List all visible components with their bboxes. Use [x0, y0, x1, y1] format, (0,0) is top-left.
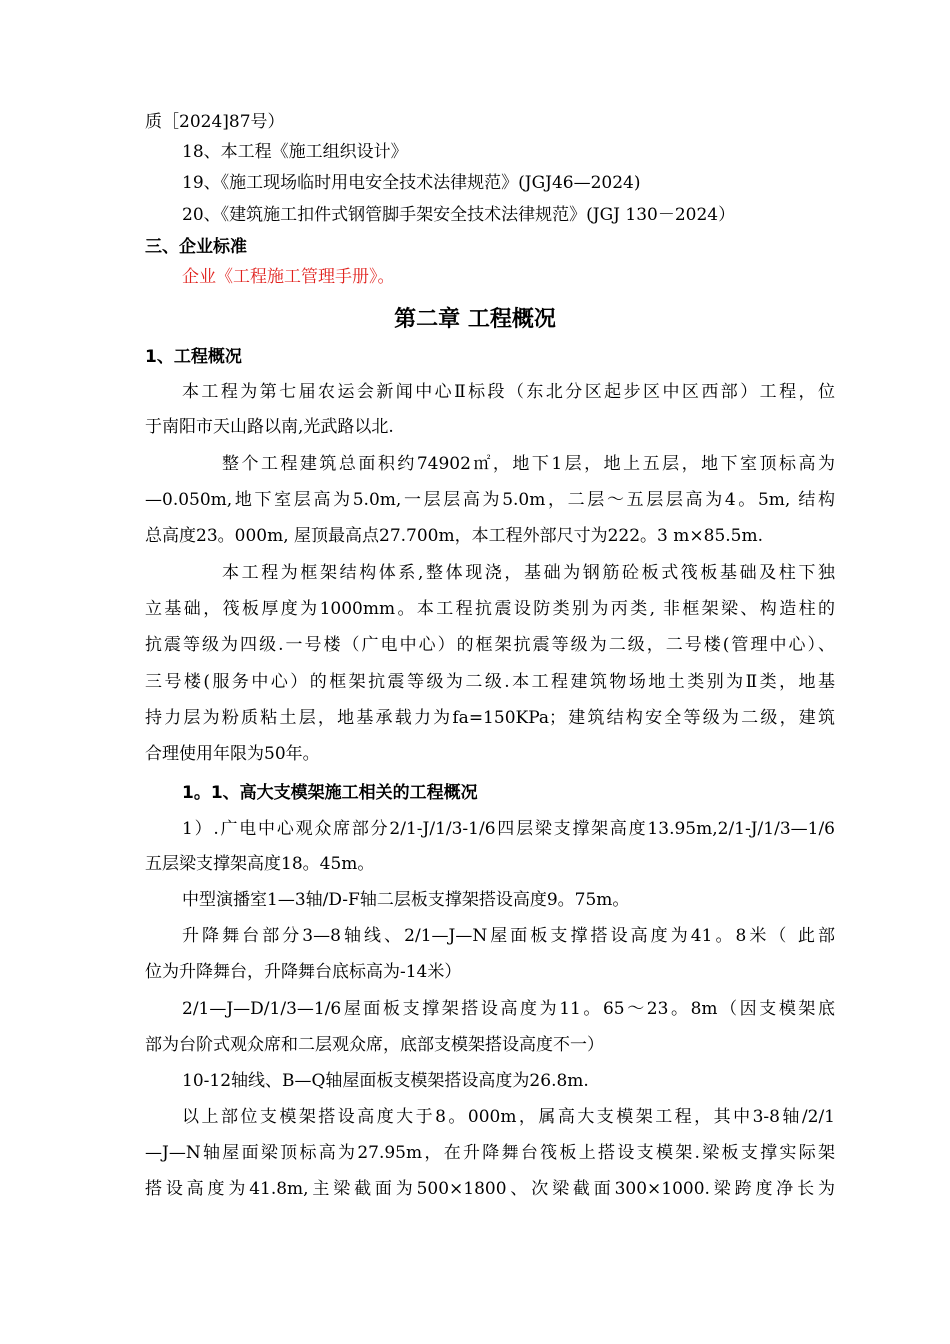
text-line: 19、《施工现场临时用电安全技术法律规范》(JGJ46—2024) [182, 173, 641, 193]
text-line: 20、《建筑施工扣件式钢管脚手架安全技术法律规范》(JGJ 130－2024） [182, 205, 736, 225]
paragraph-text: 升降舞台部分3—8轴线、2/1—J—N屋面板支撑搭设高度为41。8米（ 此部 [182, 926, 835, 946]
paragraph-line [145, 597, 835, 621]
paragraph-text: 整个工程建筑总面积约74902㎡，地下1层，地上五层，地下室顶标高为 [222, 454, 835, 474]
text-line: 18、本工程《施工组织设计》 [182, 142, 408, 162]
paragraph-text: —0.050m,地下室层高为5.0m,一层层高为5.0m，二层～五层层高为4。5m, 结构 [145, 490, 835, 510]
paragraph-line: 于南阳市天山路以南,光武路以北. [145, 417, 394, 437]
paragraph-line: 合理使用年限为50年。 [145, 744, 320, 764]
paragraph-line [222, 452, 835, 476]
paragraph-line [182, 997, 835, 1021]
paragraph-text: 抗震等级为四级.一号楼（广电中心）的框架抗震等级为二级，二号楼(管理中心）、 [145, 635, 835, 655]
subsection-heading: 1。1、高大支模架施工相关的工程概况 [182, 783, 478, 803]
paragraph-line [145, 488, 835, 512]
paragraph-line: 总高度23。000m, 屋顶最高点27.700m，本工程外部尺寸为222。3 m×85.5m. [145, 526, 764, 546]
paragraph-line [145, 670, 835, 694]
paragraph-line: 五层梁支撑架高度18。45m。 [145, 854, 375, 874]
text-line: 质［2024]87号） [145, 112, 285, 132]
paragraph-text: 立基础，筏板厚度为1000mm。本工程抗震设防类别为丙类, 非框架梁、构造柱的 [145, 599, 835, 619]
paragraph-line [145, 1177, 835, 1201]
paragraph-text: 以上部位支模架搭设高度大于8。000m，属高大支模架工程，其中3-8轴/2/1 [182, 1107, 835, 1127]
paragraph-text: 本工程为第七届农运会新闻中心Ⅱ标段（东北分区起步区中区西部）工程，位 [182, 382, 835, 402]
section-heading: 1、工程概况 [145, 347, 242, 367]
paragraph-text: 1）.广电中心观众席部分2/1-J/1/3-1/6四层梁支撑架高度13.95m,2/1-J/1/3—1/6 [182, 819, 835, 839]
paragraph-line [182, 1105, 835, 1129]
paragraph-line [182, 924, 835, 948]
paragraph-line: 中型演播室1—3轴/D-F轴二层板支撑架搭设高度9。75m。 [182, 890, 630, 910]
paragraph-line: 位为升降舞台，升降舞台底标高为-14米） [145, 962, 462, 982]
text-line-red: 企业《工程施工管理手册》。 [182, 267, 395, 287]
paragraph-line [182, 817, 835, 841]
paragraph-text: 三号楼(服务中心）的框架抗震等级为二级.本工程建筑物场地土类别为Ⅱ类，地基 [145, 672, 835, 692]
paragraph-line: 10-12轴线、B—Q轴屋面板支模架搭设高度为26.8m. [182, 1071, 589, 1091]
paragraph-text: 本工程为框架结构体系,整体现浇，基础为钢筋砼板式筏板基础及柱下独 [222, 563, 835, 583]
paragraph-text: —J—N轴屋面梁顶标高为27.95m，在升降舞台筏板上搭设支模架.梁板支撑实际架 [145, 1143, 835, 1163]
paragraph-text: 2/1—J—D/1/3—1/6屋面板支撑架搭设高度为11。65～23。8m（因支模架底 [182, 999, 835, 1019]
section-heading: 三、企业标准 [145, 237, 247, 257]
paragraph-text: 持力层为粉质粘土层，地基承载力为fa=150KPa；建筑结构安全等级为二级，建筑 [145, 708, 835, 728]
chapter-title: 第二章 工程概况 [394, 307, 556, 332]
paragraph-line [145, 706, 835, 730]
paragraph-line [222, 561, 835, 585]
paragraph-line [182, 380, 835, 404]
paragraph-line [145, 633, 835, 657]
paragraph-line: 部为台阶式观众席和二层观众席，底部支模架搭设高度不一） [145, 1035, 604, 1055]
paragraph-text: 搭设高度为41.8m,主梁截面为500×1800、次梁截面300×1000.梁跨度净长为 [145, 1179, 835, 1199]
paragraph-line [145, 1141, 835, 1165]
